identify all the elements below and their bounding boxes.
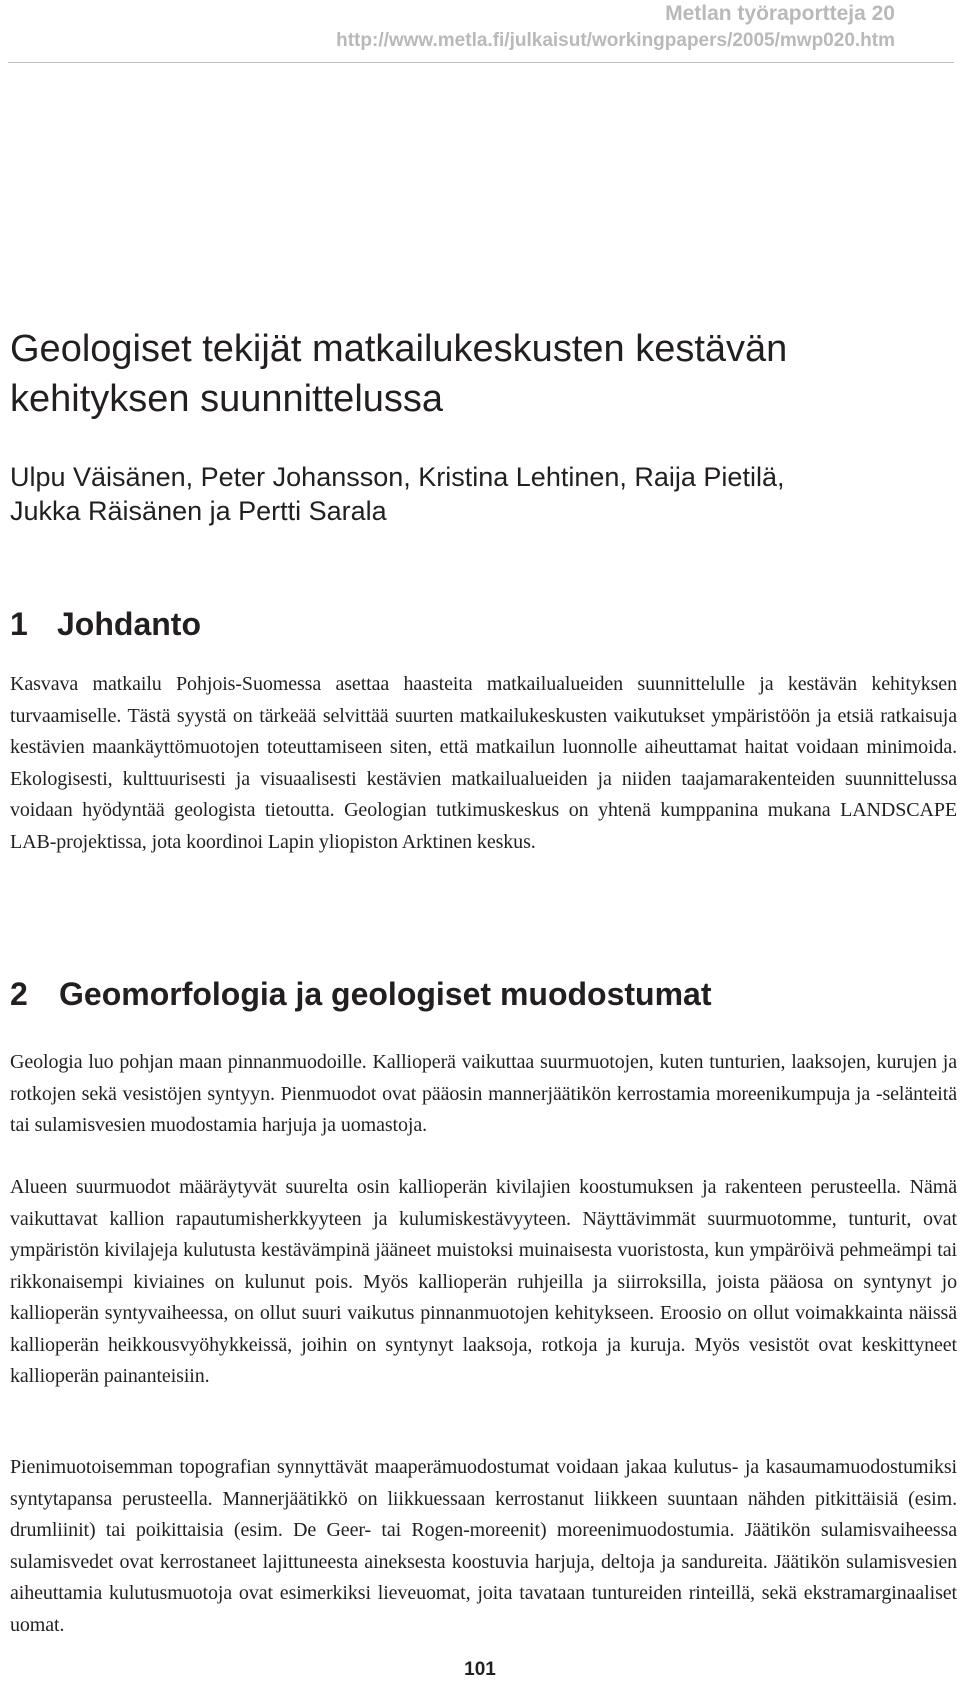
body-paragraph: Alueen suurmuodot määräytyvät suurelta osin kallioperän kivilajien koostumuksen ja rakenteen perusteella. Nämä vaikuttavat kallion rapautumisherkkyyteen ja kulumiskestävyyteen. Näyttävimmät suurmuotomme, tunturit, ovat ympäristön kivilajeja kulutusta kestävämpinä jääneet muistoksi muinaisesta vuoristosta, kun ympäröivä pehmeämpi tai rikkonaisempi kiviaines on kulunut pois. Myös kallioperän ruhjeilla ja siirroksilla, joista pääosa on syntynyt jo kallioperän syntyvaiheessa, on ollut suuri vaikutus pinnanmuotojen kehitykseen. Eroosio on ollut voimakkainta näissä kallioperän heikkousvyöhykkeissä, joihin on syntynyt laaksoja, rotkoja ja kuruja. Myös vesistöt ovat keskittyneet kallioperän painanteisiin.: [10, 1176, 957, 1387]
section-heading-geomorfologia: [10, 974, 711, 1014]
body-paragraph: Geologia luo pohjan maan pinnanmuodoille. Kallioperä vaikuttaa suurmuotojen, kuten tunturien, laaksojen, kurujen ja rotkojen sekä vesistöjen syntyyn. Pienmuodot ovat pääosin mannerjäätikön kerrostamia moreenikumpuja ja -selänteitä tai sulamisvesien muodostamia harjuja ja uomastoja.: [10, 1051, 957, 1136]
body-paragraph: Pienimuotoisemman topografian synnyttävät maaperämuodostumat voidaan jakaa kulutus- ja kasaumamuodostumiksi syntytapansa perusteella. Mannerjäätikkö on liikkuessaan kerrostanut liikkeen suuntaan nähden pitkittäisiä (esim. drumliinit) tai poikittaisia (esim. De Geer- tai Rogen-moreenit) moreenimuodostumia. Jäätikön sulamisvaiheessa sulamisvedet ovat kerrostaneet lajittuneesta aineksesta koostuvia harjuja, deltoja ja sandureita. Jäätikön sulamisvesien aiheuttamia kulutusmuotoja ovat esimerkiksi lieveuomat, joita tavataan tuntureiden rinteillä, sekä ekstramarginaaliset uomat.: [10, 1456, 957, 1636]
page-number: 101: [464, 1659, 496, 1680]
author-list: [10, 460, 784, 528]
section-number: 2: [10, 976, 28, 1012]
author-list-line-1: Ulpu Väisänen, Peter Johansson, Kristina Lehtinen, Raija Pietilä,: [10, 462, 785, 492]
section-heading-johdanto: [10, 604, 201, 644]
section-title: Johdanto: [57, 606, 201, 642]
running-header: [336, 0, 895, 55]
report-url: http://www.metla.fi/julkaisut/workingpapers/2005/mwp020.htm: [336, 30, 895, 51]
section-number: 1: [10, 606, 28, 642]
body-paragraph: Kasvava matkailu Pohjois-Suomessa asettaa haasteita matkailualueiden suunnittelulle ja kestävän kehityksen turvaamiselle. Tästä syystä on tärkeää selvittää suurten matkailukeskusten vaikutukset ympäristöön ja etsiä ratkaisuja kestävien maankäyttömuotojen toteuttamiseen siten, että matkailun luonnolle aiheuttamat haitat voidaan minimoida. Ekologisesti, kulttuurisesti ja visuaalisesti kestävien matkailualueiden ja niiden taajamarakenteiden suunnittelussa voidaan hyödyntää geologista tietoutta. Geologian tutkimuskeskus on yhtenä kumppanina mukana LANDSCAPE LAB-projektissa, jota koordinoi Lapin yliopiston Arktinen keskus.: [10, 673, 957, 853]
article-title-line-1: Geologiset tekijät matkailukeskusten kestävän: [10, 328, 788, 370]
header-rule: [8, 62, 954, 63]
section-title: Geomorfologia ja geologiset muodostumat: [59, 976, 712, 1012]
series-title: Metlan työraportteja 20: [665, 2, 895, 25]
article-title-line-2: kehityksen suunnittelussa: [10, 378, 444, 420]
article-title: [10, 324, 787, 424]
author-list-line-2: Jukka Räisänen ja Pertti Sarala: [10, 496, 387, 526]
